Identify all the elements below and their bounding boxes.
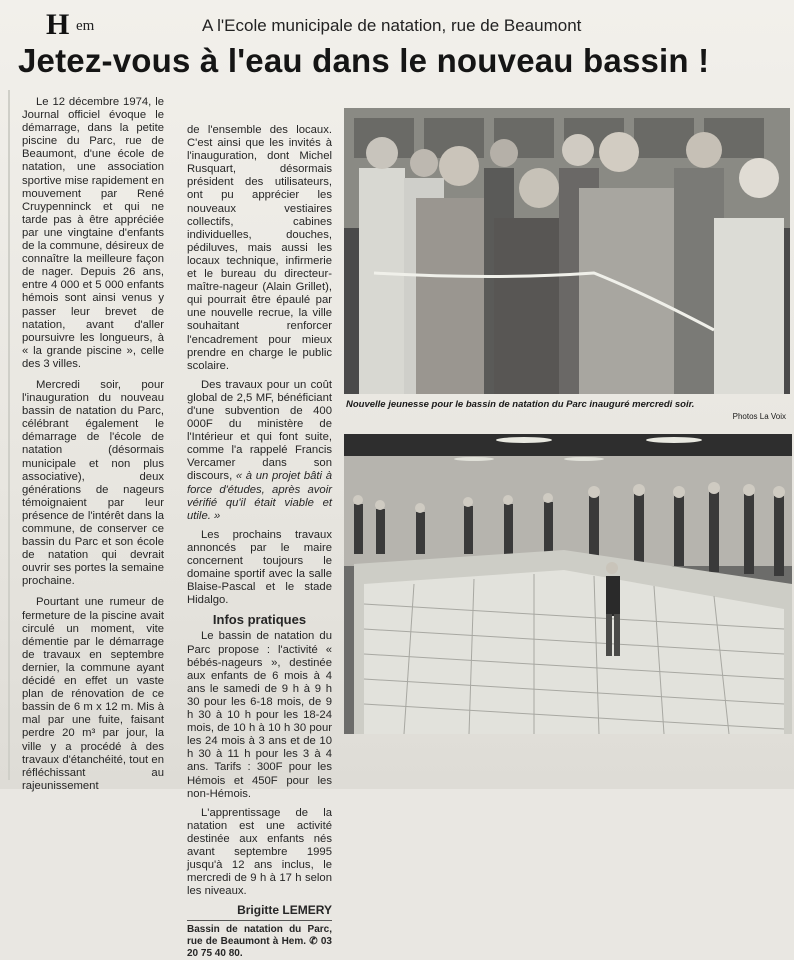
paragraph: Le 12 décembre 1974, le Journal officiel évoque le démarrage, dans la petite piscine du Parc, rue de Beaumont, d'une école de natation, une association sportive mise rapidement en mouvement par René Cruypenninck et qui ne tarde pas à être appréciée par une vingtaine d'enfants de la commune, désireux de connaître la meilleure façon de nager. Depuis 26 ans, entre 4 000 et 5 000 enfants hémois sont ainsi venus y passer leur brevet de natation, avant d'aller poursuivre les longueurs, à « la grande piscine », celle des 3 villes. xyxy=(22,96,164,370)
paragraph: L'apprentissage de la natation est une activité destinée aux enfants nés avant septembre 1995 jusqu'à 12 ans inclus, le mercredi de 9 h à 17 h selon les niveaux. xyxy=(187,806,332,898)
caption-text: Nouvelle jeunesse pour le bassin de natation du Parc inauguré mercredi soir. xyxy=(346,399,695,410)
paragraph: de l'ensemble des locaux. C'est ainsi que les invités à l'inauguration, dont Michel Rusquart, désormais président des utilisateurs, ont pu apprécier les nouveaux vestiaires collectifs, cabines individuelles, douches, pédiluves, mais aussi les locaux technique, infirmerie et le bureau du directeur-maître-nageur (Alain Grillet), qui pourrait être épaulé par une nouvelle recrue, la ville souhaitant renforcer l'encadrement pour mieux prendre en charge le public scolaire. xyxy=(187,124,332,372)
ribbon-cutting-illustration xyxy=(344,108,790,394)
ribbon-cutting-photo xyxy=(344,108,790,394)
quote-text: « à un projet bâti à force d'études, après avoir vérifié qu'il était viable et utile. » xyxy=(187,470,332,522)
paragraph: Mercredi soir, pour l'inauguration du nouveau bassin de natation du Parc, célébrant également le démarrage de l'école de natation (désormais municipale et non plus associative), deux générations de nageurs témoignaient par leur présence de l'intérêt dans la commune, de conserver ce bassin du Parc et son école de natation qui devrait ouvrir ses portes la semaine prochaine. xyxy=(22,378,164,588)
paragraph-text: Des travaux pour un coût global de 2,5 MF, bénéficiant d'une subvention de 400 000F du ministère de l'Intérieur et qui font suite, comme l'a rappelé Francis Vercamer dans son discours, xyxy=(187,378,332,483)
infos-title: Infos pratiques xyxy=(212,612,307,628)
article-column-2 xyxy=(187,124,332,960)
photo-credit: Photos La Voix xyxy=(732,412,786,421)
contact-info: Bassin de natation du Parc, rue de Beaumont à Hem. ✆ 03 20 75 40 80. xyxy=(187,920,332,960)
paragraph xyxy=(187,379,332,523)
paragraph: Le bassin de natation du Parc propose : l'activité « bébés-nageurs », destinée aux enfants de 6 mois à 4 ans le samedi de 9 h à 9 h 30 pour les 6-18 mois, de 9 h 30 à 10 h pour les 18-24 mois, de 10 h à 10 h 30 pour les 24 mois à 3 ans et de 10 h 30 à 11 h pour les 3 à 4 ans. Tarifs : 300F pour les Hémois et 450F pour les non-Hémois. xyxy=(187,630,332,800)
logo-rest: em xyxy=(76,18,95,34)
pool-photo xyxy=(344,434,792,734)
logo-letter: H xyxy=(46,8,70,41)
paragraph: Les prochains travaux annoncés par le maire concernent toujours le domaine sportif avec la salle Blaise-Pascal et le stade Hidalgo. xyxy=(187,528,332,607)
pool-illustration xyxy=(344,434,792,734)
photo-caption xyxy=(344,396,790,432)
article-column-1 xyxy=(22,96,164,801)
author-byline: Brigitte LEMERY xyxy=(237,903,332,918)
article-kicker: A l'Ecole municipale de natation, rue de Beaumont xyxy=(202,16,582,35)
article-headline: Jetez-vous à l'eau dans le nouveau bassin ! xyxy=(18,42,710,79)
page-fold-line xyxy=(8,90,14,780)
paragraph: Pourtant une rumeur de fermeture de la piscine avait circulé un moment, vite démentie par le démarrage de travaux en septembre dernier, la commune ayant décidé en effet un vaste plan de rénovation de ce bassin de 6 m x 12 m. Mis à mal par une fuite, faisant perdre 20 m³ par jour, la ville y a procédé à des travaux d'étanchéité, tout en réfléchissant au rajeunissement xyxy=(22,596,164,792)
